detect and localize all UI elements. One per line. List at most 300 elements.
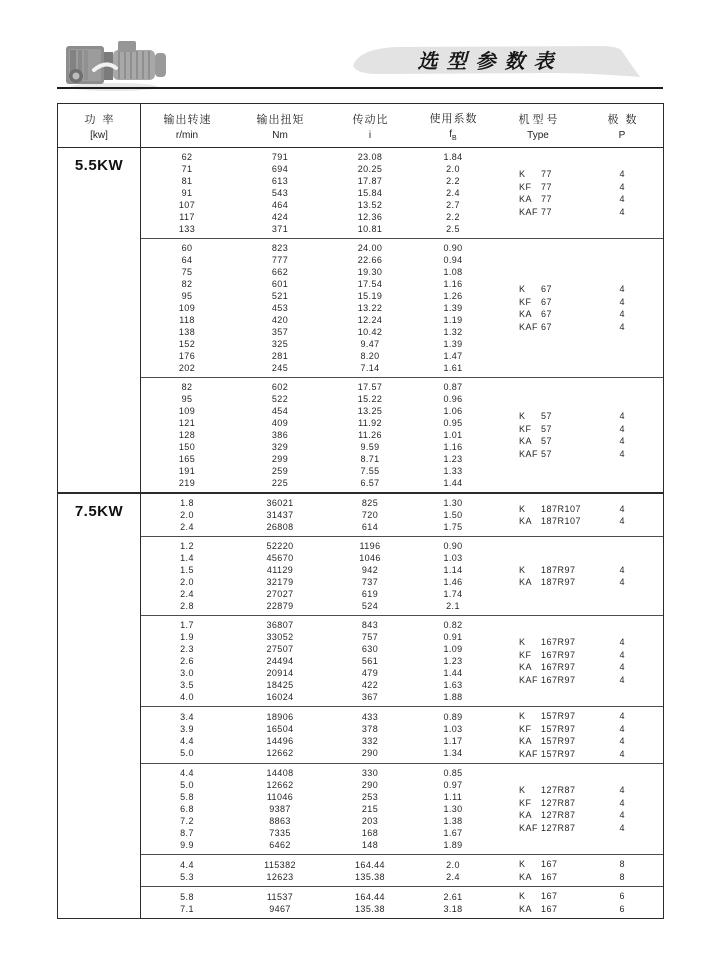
model-size: 57: [541, 436, 553, 446]
factor-value: 1.44: [443, 478, 463, 488]
model-column: [493, 381, 583, 489]
service-factor-column: [413, 890, 493, 915]
speed-value: 95: [181, 394, 193, 404]
torque-column: [233, 890, 327, 915]
speed-value: 3.4: [180, 712, 194, 722]
data-block: [141, 494, 663, 536]
model-prefix: KAF: [519, 448, 539, 459]
ratio-value: 17.87: [357, 176, 383, 186]
model-entry: [519, 871, 583, 884]
torque-value: 601: [271, 279, 289, 289]
torque-value: 464: [271, 200, 289, 210]
model-entry: [519, 710, 583, 723]
service-factor-column: [413, 619, 493, 703]
ratio-value: 10.42: [357, 327, 383, 337]
model-size: 127R87: [541, 785, 576, 795]
ratio-value: 290: [361, 780, 379, 790]
torque-value: 6462: [269, 840, 291, 850]
torque-value: 602: [271, 382, 289, 392]
factor-value: 1.23: [443, 454, 463, 464]
factor-value: 2.5: [446, 224, 460, 234]
ratio-value: 6.57: [360, 478, 380, 488]
ratio-value: 15.19: [357, 291, 383, 301]
model-prefix: KA: [519, 662, 533, 672]
factor-value: 2.7: [446, 200, 460, 210]
speed-value: 128: [178, 430, 196, 440]
speed-value: 202: [178, 363, 196, 373]
factor-value: 0.87: [443, 382, 463, 392]
factor-value: 1.14: [443, 565, 463, 575]
factor-value: 0.90: [443, 243, 463, 253]
ratio-column: [327, 710, 413, 760]
factor-value: 1.38: [443, 816, 463, 826]
speed-column: [141, 540, 233, 612]
factor-value: 1.16: [443, 442, 463, 452]
poles-value: 4: [619, 662, 625, 672]
data-block: [141, 377, 663, 492]
power-rating-label: 5.5KW: [74, 157, 124, 174]
speed-value: 4.4: [180, 736, 194, 746]
ratio-value: 148: [361, 840, 379, 850]
model-entry: [519, 723, 583, 736]
model-size: 57: [541, 423, 553, 434]
ratio-value: 135.38: [355, 903, 385, 914]
poles-column: [583, 151, 661, 235]
speed-value: 191: [178, 466, 196, 476]
model-entry: [519, 564, 583, 577]
ratio-column: [327, 540, 413, 612]
ratio-column: [327, 151, 413, 235]
model-prefix: K: [519, 891, 526, 901]
speed-value: 2.3: [180, 644, 194, 654]
factor-value: 1.17: [443, 736, 463, 746]
speed-value: 2.4: [180, 522, 194, 532]
model-entry: [519, 858, 583, 871]
model-size: 67: [541, 309, 553, 319]
factor-value: 1.16: [443, 279, 463, 289]
power-rating-label: 7.5KW: [74, 503, 124, 520]
torque-value: 32179: [266, 577, 294, 587]
speed-value: 107: [178, 200, 196, 210]
torque-value: 791: [271, 152, 289, 162]
ratio-value: 9.59: [360, 442, 380, 452]
torque-value: 22879: [266, 601, 294, 611]
model-size: 167: [541, 891, 558, 901]
torque-value: 543: [271, 188, 289, 198]
data-block: [141, 706, 663, 763]
model-prefix: KA: [519, 194, 533, 204]
poles-value: 4: [619, 411, 625, 421]
torque-value: 11537: [266, 891, 294, 902]
factor-value: 2.0: [446, 859, 460, 870]
poles-column: [583, 767, 661, 851]
torque-value: 52220: [266, 541, 294, 551]
factor-value: 0.96: [443, 394, 463, 404]
col-header-service-factor-unit: [449, 129, 456, 142]
factor-value: 3.18: [443, 903, 463, 914]
ratio-value: 135.38: [355, 871, 385, 882]
service-factor-column: [413, 242, 493, 374]
torque-value: 115382: [264, 859, 296, 870]
speed-value: 1.8: [180, 498, 194, 508]
blocks-wrap: [141, 148, 663, 492]
factor-value: 0.95: [443, 418, 463, 428]
col-header-poles-unit: P: [618, 129, 626, 141]
torque-value: 7335: [269, 828, 291, 838]
factor-value: 0.90: [443, 541, 463, 551]
col-header-service-factor: [413, 104, 493, 147]
speed-value: 2.4: [180, 589, 194, 599]
poles-value: 4: [619, 206, 625, 217]
factor-value: 1.63: [443, 680, 463, 690]
model-prefix: K: [519, 169, 526, 179]
model-entry: [519, 410, 583, 423]
speed-value: 117: [179, 212, 195, 222]
model-entry: [519, 649, 583, 662]
factor-value: 1.09: [443, 644, 463, 654]
factor-value: 1.88: [443, 692, 463, 702]
table-header-row: [58, 104, 663, 148]
torque-value: 281: [271, 351, 289, 361]
header-rule: [57, 87, 663, 89]
model-entry: [519, 797, 583, 810]
torque-value: 8863: [269, 816, 291, 826]
model-prefix: KF: [519, 296, 532, 307]
torque-value: 27507: [266, 644, 294, 654]
poles-column: [583, 858, 661, 883]
factor-value: 1.30: [443, 804, 463, 814]
data-block: [141, 148, 663, 238]
model-entry: [519, 576, 583, 589]
torque-value: 16504: [266, 724, 294, 734]
ratio-value: 15.84: [357, 188, 383, 198]
col-header-speed-cn: 输出转速: [163, 113, 212, 126]
torque-value: 420: [271, 315, 289, 325]
ratio-value: 7.55: [360, 466, 380, 476]
model-size: 157R97: [541, 723, 576, 734]
col-header-model-unit: Type: [527, 129, 549, 141]
poles-value: 4: [619, 181, 625, 192]
ratio-value: 12.24: [357, 315, 383, 325]
factor-value: 1.84: [443, 152, 463, 162]
torque-value: 225: [271, 478, 289, 488]
ratio-value: 7.14: [360, 363, 380, 373]
factor-value: 1.34: [443, 748, 463, 758]
model-size: 157R97: [541, 748, 576, 759]
model-entry: [519, 735, 583, 748]
poles-value: 4: [619, 649, 625, 660]
model-size: 187R107: [541, 503, 582, 514]
ratio-value: 24.00: [357, 243, 383, 253]
torque-value: 20914: [266, 668, 294, 678]
col-header-ratio: [327, 104, 413, 147]
torque-value: 12623: [266, 871, 294, 882]
model-size: 187R97: [541, 577, 576, 587]
speed-value: 5.8: [180, 792, 194, 802]
ratio-column: [327, 242, 413, 374]
factor-value: 0.91: [443, 632, 463, 642]
torque-value: 259: [271, 466, 289, 476]
model-column: [493, 497, 583, 533]
model-size: 127R87: [541, 797, 576, 808]
torque-value: 453: [271, 303, 289, 313]
factor-value: 1.67: [443, 828, 463, 838]
col-header-service-factor-cn: 使用系数: [429, 112, 478, 125]
speed-column: [141, 151, 233, 235]
col-header-model: [493, 104, 583, 147]
model-size: 67: [541, 284, 553, 294]
ratio-value: 164.44: [355, 891, 385, 902]
speed-value: 1.9: [180, 632, 194, 642]
poles-value: 4: [619, 309, 625, 319]
factor-value: 2.2: [446, 176, 460, 186]
model-size: 77: [541, 181, 553, 192]
model-size: 167: [541, 903, 558, 914]
factor-value: 2.0: [446, 164, 460, 174]
data-block: [141, 615, 663, 706]
model-entry: [519, 661, 583, 674]
service-factor-column: [413, 497, 493, 533]
service-factor-column: [413, 381, 493, 489]
speed-value: 2.0: [180, 510, 194, 520]
speed-value: 138: [178, 327, 196, 337]
poles-value: 4: [619, 736, 625, 746]
factor-value: 1.75: [443, 522, 463, 532]
model-prefix: KF: [519, 649, 532, 660]
poles-value: 4: [619, 810, 625, 820]
model-size: 77: [541, 194, 553, 204]
torque-value: 14408: [266, 768, 294, 778]
model-entry: [519, 515, 583, 528]
torque-column: [233, 710, 327, 760]
ratio-value: 8.20: [360, 351, 380, 361]
model-prefix: KF: [519, 423, 532, 434]
torque-value: 662: [271, 267, 289, 277]
data-block: [141, 536, 663, 615]
speed-value: 4.4: [180, 859, 194, 870]
ratio-column: [327, 890, 413, 915]
model-entry: [519, 448, 583, 461]
torque-value: 9467: [269, 903, 291, 914]
ratio-value: 11.92: [358, 418, 382, 428]
torque-value: 694: [271, 164, 289, 174]
poles-value: 4: [619, 516, 625, 526]
factor-value: 1.47: [443, 351, 463, 361]
ratio-value: 825: [361, 498, 379, 508]
speed-value: 3.5: [180, 680, 194, 690]
poles-value: 4: [619, 296, 625, 307]
model-column: [493, 540, 583, 612]
poles-column: [583, 497, 661, 533]
poles-value: 8: [619, 859, 625, 869]
poles-value: 4: [619, 564, 625, 575]
factor-value: 1.50: [443, 510, 463, 520]
speed-value: 5.0: [180, 748, 194, 758]
ratio-column: [327, 619, 413, 703]
gearmotor-photo: [60, 34, 172, 99]
data-block: [141, 854, 663, 886]
model-entry: [519, 296, 583, 309]
ratio-value: 12.36: [357, 212, 383, 222]
model-column: [493, 858, 583, 883]
model-prefix: K: [519, 411, 526, 421]
factor-value: 0.89: [443, 712, 463, 722]
model-entry: [519, 283, 583, 296]
poles-value: 4: [619, 748, 625, 759]
poles-column: [583, 710, 661, 760]
torque-value: 454: [271, 406, 289, 416]
torque-column: [233, 540, 327, 612]
torque-column: [233, 151, 327, 235]
torque-value: 27027: [266, 589, 294, 599]
poles-value: 4: [619, 723, 625, 734]
model-prefix: KAF: [519, 321, 539, 332]
model-size: 167: [541, 871, 558, 882]
col-header-torque-cn: 输出扭矩: [256, 113, 305, 126]
factor-value: 1.30: [443, 498, 463, 508]
poles-value: 4: [619, 577, 625, 587]
poles-column: [583, 619, 661, 703]
poles-value: 8: [619, 871, 625, 882]
col-header-power-unit: [kw]: [90, 129, 108, 141]
poles-value: 4: [619, 169, 625, 179]
ratio-value: 15.22: [357, 394, 383, 404]
model-size: 157R97: [541, 736, 576, 746]
model-prefix: KF: [519, 723, 532, 734]
service-factor-column: [413, 767, 493, 851]
power-cell: [58, 494, 141, 918]
speed-column: [141, 619, 233, 703]
torque-value: 386: [271, 430, 289, 440]
model-prefix: KA: [519, 436, 533, 446]
torque-value: 12662: [266, 748, 294, 758]
service-factor-column: [413, 710, 493, 760]
model-size: 167R97: [541, 637, 576, 647]
ratio-value: 11.26: [358, 430, 382, 440]
model-prefix: KF: [519, 181, 532, 192]
factor-value: 1.39: [443, 303, 463, 313]
speed-value: 8.7: [180, 828, 194, 838]
speed-value: 150: [178, 442, 196, 452]
ratio-value: 17.54: [357, 279, 383, 289]
title-banner: [350, 40, 646, 80]
col-header-speed-unit: r/min: [175, 129, 199, 141]
speed-value: 152: [178, 339, 196, 349]
ratio-value: 630: [361, 644, 379, 654]
torque-value: 26808: [266, 522, 294, 532]
factor-value: 1.61: [443, 363, 463, 373]
col-header-poles: [583, 104, 661, 147]
model-prefix: K: [519, 564, 526, 575]
factor-value: 1.01: [443, 430, 463, 440]
col-header-speed: [141, 104, 233, 147]
speed-column: [141, 497, 233, 533]
model-entry: [519, 636, 583, 649]
speed-value: 133: [178, 224, 196, 234]
torque-value: 823: [271, 243, 289, 253]
ratio-value: 619: [361, 589, 379, 599]
torque-value: 9387: [269, 804, 291, 814]
model-size: 77: [541, 169, 553, 179]
torque-column: [233, 767, 327, 851]
torque-value: 12662: [266, 780, 294, 790]
speed-column: [141, 710, 233, 760]
torque-value: 33052: [266, 632, 294, 642]
torque-column: [233, 381, 327, 489]
model-column: [493, 619, 583, 703]
model-size: 127R87: [541, 822, 576, 833]
factor-value: 1.06: [443, 406, 463, 416]
model-prefix: K: [519, 859, 526, 869]
factor-value: 2.2: [446, 212, 460, 222]
speed-value: 82: [181, 382, 193, 392]
col-header-power: [58, 104, 141, 147]
torque-column: [233, 242, 327, 374]
model-prefix: K: [519, 785, 526, 795]
model-column: [493, 242, 583, 374]
torque-value: 371: [271, 224, 289, 234]
speed-value: 1.2: [180, 541, 194, 551]
speed-value: 6.8: [180, 804, 194, 814]
model-prefix: K: [519, 637, 526, 647]
torque-value: 14496: [266, 736, 294, 746]
factor-symbol: f: [449, 128, 453, 140]
speed-value: 1.5: [180, 565, 194, 575]
page-title: 选型参数表: [417, 51, 563, 73]
poles-value: 6: [619, 891, 625, 901]
torque-value: 41129: [266, 565, 294, 575]
poles-value: 4: [619, 637, 625, 647]
model-prefix: KA: [519, 810, 533, 820]
ratio-value: 13.22: [357, 303, 383, 313]
speed-column: [141, 242, 233, 374]
factor-value: 2.1: [446, 601, 460, 611]
poles-value: 4: [619, 194, 625, 204]
model-prefix: KAF: [519, 748, 539, 759]
model-column: [493, 151, 583, 235]
torque-column: [233, 497, 327, 533]
ratio-value: 843: [361, 620, 379, 630]
ratio-value: 1046: [359, 553, 381, 563]
selection-table: [57, 103, 664, 919]
ratio-value: 757: [361, 632, 379, 642]
torque-value: 522: [271, 394, 289, 404]
model-size: 167R97: [541, 649, 576, 660]
speed-value: 109: [178, 406, 196, 416]
data-block: [141, 238, 663, 377]
model-prefix: KA: [519, 516, 533, 526]
factor-value: 0.94: [443, 255, 463, 265]
model-prefix: KAF: [519, 822, 539, 833]
speed-value: 2.0: [180, 577, 194, 587]
col-header-poles-cn: 极数: [607, 113, 644, 126]
model-size: 127R87: [541, 810, 576, 820]
col-header-model-cn: 机型号: [518, 113, 561, 126]
ratio-column: [327, 767, 413, 851]
model-size: 77: [541, 206, 553, 217]
torque-value: 424: [271, 212, 289, 222]
torque-value: 18906: [266, 712, 294, 722]
model-entry: [519, 674, 583, 687]
torque-value: 36021: [266, 498, 294, 508]
ratio-value: 168: [361, 828, 379, 838]
factor-value: 1.11: [443, 792, 463, 802]
torque-value: 24494: [266, 656, 294, 666]
model-prefix: K: [519, 711, 526, 721]
speed-value: 2.6: [180, 656, 194, 666]
ratio-value: 942: [361, 565, 379, 575]
poles-value: 4: [619, 711, 625, 721]
